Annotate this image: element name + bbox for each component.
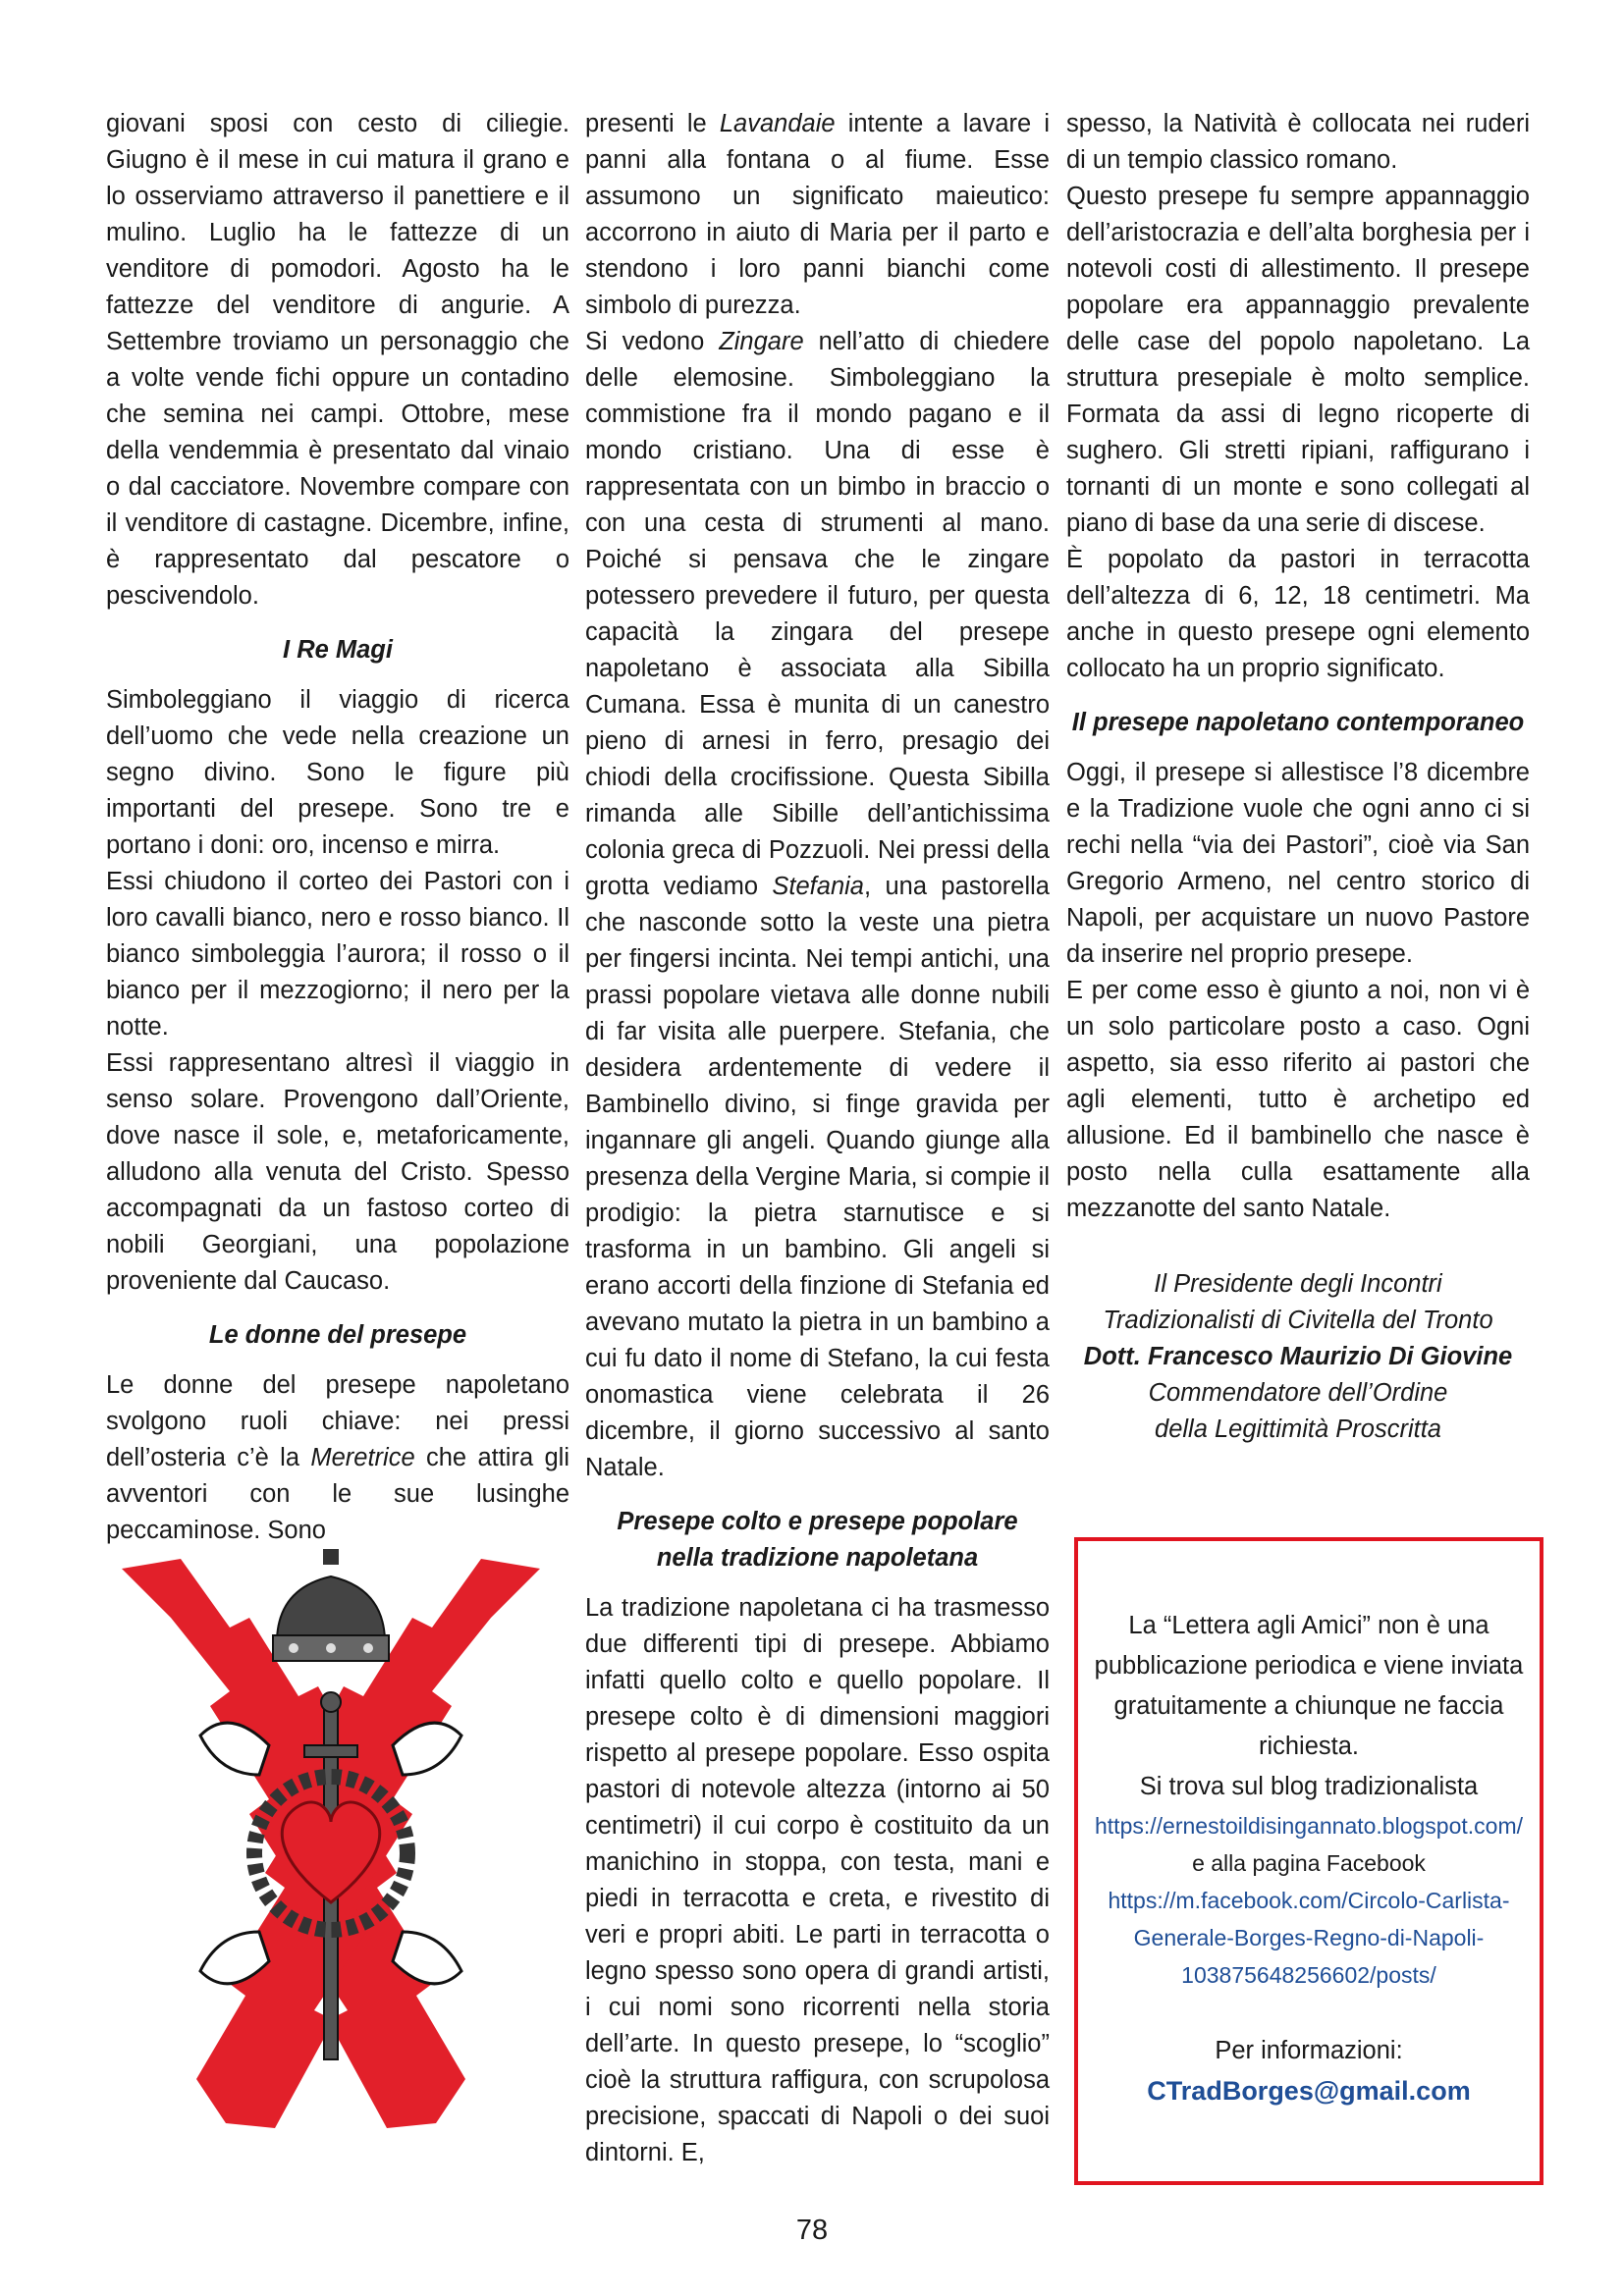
blog-link[interactable]: https://ernestoildisingannato.blogspot.com/: [1095, 1813, 1523, 1839]
heading-re-magi: I Re Magi: [283, 636, 393, 664]
carlist-emblem-image: [112, 1549, 550, 2130]
paragraph: Essi rappresentano altresì il viaggio in senso solare. Provengono dall’Oriente, dove nasce il sole, e, metaforicamente, alludono alla venuta del Cristo. Spesso accompagnati da un fastoso corteo di nobili Georgiani, una popolazione proveniente dal Caucaso.: [106, 1049, 569, 1295]
info-text: Si trova sul blog tradizionalista: [1139, 1773, 1479, 1800]
paragraph: Essi chiudono il corteo dei Pastori con i loro cavalli bianco, nero e rosso bianco. Il bianco simboleggia l’aurora; il rosso o il bianco per il mezzogiorno; il nero per la notte.: [106, 868, 569, 1041]
signature-name: Dott. Francesco Maurizio Di Giovine: [1083, 1343, 1513, 1370]
signature-line: Tradizionalisti di Civitella del Tronto: [1103, 1307, 1493, 1334]
heading-presepe-contemporaneo: Il presepe napoletano contemporaneo: [1071, 709, 1525, 736]
facebook-link[interactable]: 103875648256602/posts/: [1181, 1962, 1436, 1988]
info-text: La “Lettera agli Amici” non è una: [1128, 1612, 1489, 1639]
paragraph: presenti le Lavandaie intente a lavare i panni alla fontana o al fiume. Esse assumono un significato maieutico: accorrono in aiuto di Maria per il parto e stendono i loro panni bianchi come simbolo di purezza.: [585, 110, 1050, 319]
paragraph: Si vedono Zingare nell’atto di chiedere delle elemosine. Simboleggiano la commistione fra il mondo pagano e il mondo cristiano. Una di esse è rappresentata con un bimbo in braccio o con una cesta di strumenti al mano. Poiché si pensava che le zingare potessero prevedere il futuro, per questa capacità la zingara del presepe napoletano è associata alla Sibilla Cumana. Essa è munita di un canestro pieno di arnesi in ferro, presagio dei chiodi della crocifissione. Questa Sibilla rimanda alle Sibille dell’antichissima colonia greca di Pozzuoli. Nei pressi della grotta vediamo Stefania, una pastorella che nasconde sotto la veste una pietra per fingersi incinta. Nei tempi antichi, una prassi popolare vietava alle donne nubili di far visita alle puerpere. Stefania, che desidera ardentemente di vedere il Bambinello divino, si finge gravida per ingannare gli angeli. Quando giunge alla presenza della Vergine Maria, si compie il prodigio: la pietra starnutisce e si trasforma in un bambino. Gli angeli si erano accorti della finzione di Stefania ed avevano mutato la pietra in un bambino a cui fu dato il nome di Stefano, la cui festa onomastica viene celebrata il 26 dicembre, il giorno successivo al santo Natale.: [585, 328, 1050, 1481]
column-3: [1066, 106, 1530, 1448]
column-1: [106, 106, 569, 1549]
paragraph: giovani sposi con cesto di ciliegie. Giugno è il mese in cui matura il grano e lo osserviamo attraverso il panettiere e il mulino. Luglio ha le fattezze di un venditore di pomodori. Agosto ha le fattezze del venditore di angurie. A Settembre troviamo un personaggio che a volte vende fichi oppure un contadino che semina nei campi. Ottobre, mese della vendemmia è presentato dal vinaio o dal cacciatore. Novembre compare con il venditore di castagne. Dicembre, infine, è rappresentato dal pescatore o pescivendolo.: [106, 110, 569, 610]
heading-presepe-colto: Presepe colto e presepe popolare nella tradizione napoletana: [617, 1508, 1018, 1572]
paragraph: E per come esso è giunto a noi, non vi è un solo particolare posto a caso. Ogni aspetto, sia esso riferito ai pastori che agli elementi, tutto è archetipo ed allusione. Ed il bambinello che nasce è posto nella culla esattamente alla mezzanotte del santo Natale.: [1066, 977, 1530, 1222]
info-text: gratuitamente a chiunque ne faccia: [1113, 1692, 1504, 1720]
paragraph: È popolato da pastori in terracotta dell’altezza di 6, 12, 18 centimetri. Ma anche in questo presepe ogni elemento collocato ha un proprio significato.: [1066, 546, 1530, 682]
signature-line: della Legittimità Proscritta: [1155, 1415, 1441, 1443]
email-link[interactable]: CTradBorges@gmail.com: [1147, 2076, 1471, 2106]
signature-line: Il Presidente degli Incontri: [1154, 1270, 1442, 1298]
paragraph: Le donne del presepe napoletano svolgono ruoli chiave: nei pressi dell’osteria c’è la Meretrice che attira gli avventori con le sue lusinghe peccaminose. Sono: [106, 1371, 569, 1544]
page-number: 78: [795, 2215, 829, 2246]
info-box: [1074, 1537, 1543, 2185]
info-text: pubblicazione periodica e viene inviata: [1094, 1652, 1524, 1680]
facebook-link[interactable]: https://m.facebook.com/Circolo-Carlista-: [1108, 1888, 1510, 1913]
paragraph: spesso, la Natività è collocata nei ruderi di un tempio classico romano.: [1066, 110, 1530, 174]
column-2: [585, 106, 1050, 2171]
info-text: e alla pagina Facebook: [1192, 1850, 1426, 1876]
paragraph: La tradizione napoletana ci ha trasmesso due differenti tipi di presepe. Abbiamo infatti quello colto e quello popolare. Il presepe colto è di dimensioni maggiori rispetto al presepe popolare. Esso ospita pastori di notevole altezza (intorno ai 50 centimetri) il cui corpo è costituito da un manichino in stoppa, con testa, mani e piedi in terracotta e creta, e rivestito di veri e propri abiti. Le parti in terracotta o legno spesso sono opera di grandi artisti, i cui nomi sono ricorrenti nella storia dell’arte. In questo presepe, lo “scoglio” cioè la struttura raffigura, con scrupolosa precisione, spaccati di Napoli o dei suoi dintorni. E,: [585, 1594, 1050, 2166]
info-label: Per informazioni:: [1215, 2037, 1403, 2064]
heading-donne-presepe: Le donne del presepe: [208, 1321, 467, 1349]
crown-icon: [273, 1549, 389, 1661]
paragraph: Oggi, il presepe si allestisce l’8 dicembre e la Tradizione vuole che ogni anno ci si rechi nella “via dei Pastori”, cioè via San Gregorio Armeno, nel centro storico di Napoli, per acquistare un nuovo Pastore da inserire nel proprio presepe.: [1066, 759, 1530, 968]
paragraph: Simboleggiano il viaggio di ricerca dell’uomo che vede nella creazione un segno divino. Sono le figure più importanti del presepe. Sono tre e portano i doni: oro, incenso e mirra.: [106, 686, 569, 859]
signature-line: Commendatore dell’Ordine: [1148, 1379, 1448, 1407]
paragraph: Questo presepe fu sempre appannaggio dell’aristocrazia e dell’alta borghesia per i notevoli costi di allestimento. Il presepe popolare era appannaggio prevalente delle case del popolo napoletano. La struttura presepiale è molto semplice. Formata da assi di legno ricoperte di sughero. Gli stretti ripiani, raffigurano i tornanti di un monte e sono collegati al piano di base da una serie di discese.: [1066, 183, 1530, 537]
info-text: richiesta.: [1258, 1733, 1360, 1760]
facebook-link[interactable]: Generale-Borges-Regno-di-Napoli-: [1133, 1925, 1485, 1950]
